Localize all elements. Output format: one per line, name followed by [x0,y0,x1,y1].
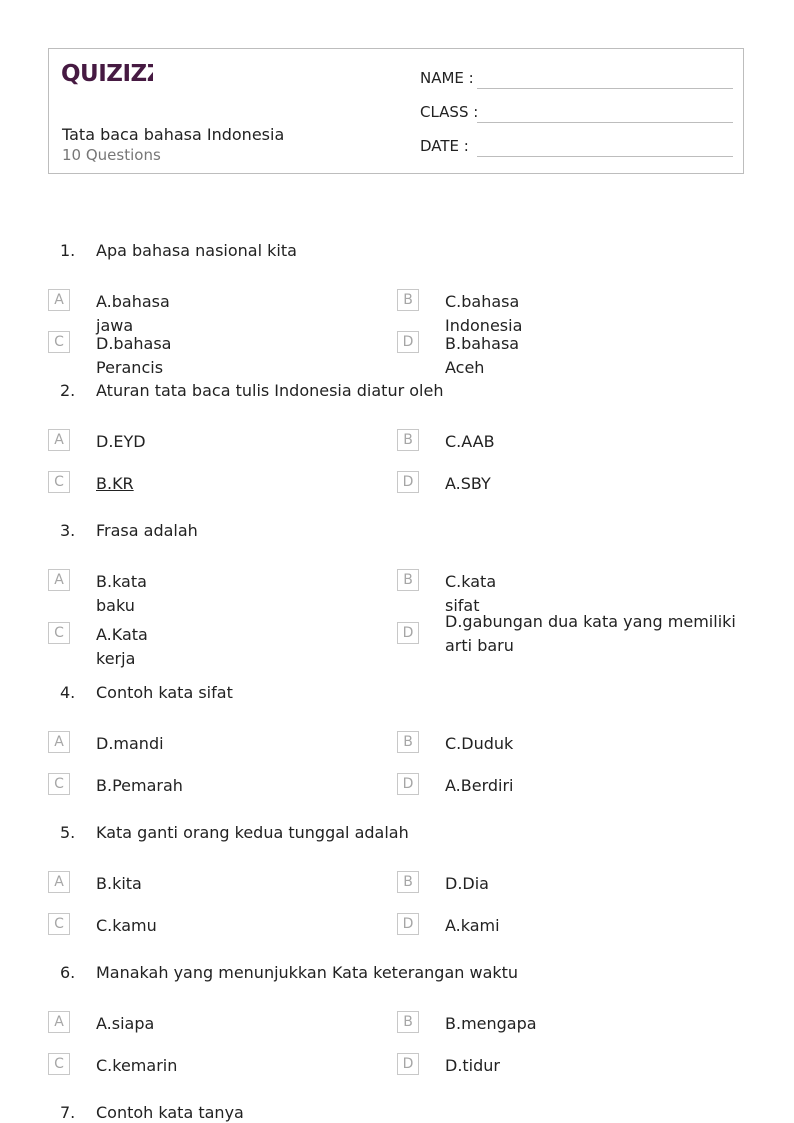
option-text: A.Kata kerja [96,625,148,668]
question-text: Frasa adalah [96,521,198,540]
class-label: CLASS : [420,103,479,121]
date-label: DATE : [420,137,469,155]
question-number: 2. [60,381,76,400]
option-text: C.AAB [445,432,495,451]
option-letter-box: A [48,289,70,311]
option-letter-box: A [48,731,70,753]
option-text: A.siapa [96,1014,155,1033]
option-text: D.Dia [445,874,489,893]
worksheet-title: Tata baca bahasa Indonesia [62,125,285,144]
option-letter-box: C [48,773,70,795]
option-text: D.mandi [96,734,164,753]
option-letter-box: B [397,429,419,451]
option-letter-box: D [397,1053,419,1075]
question-number: 3. [60,521,76,540]
question-count: 10 Questions [62,146,161,164]
question-number: 5. [60,823,76,842]
option-letter-box: A [48,429,70,451]
question-text: Contoh kata sifat [96,683,233,702]
option-text: D.bahasa Perancis [96,334,172,377]
option-text: A.Berdiri [445,776,514,795]
question-number: 4. [60,683,76,702]
date-line[interactable] [477,156,733,157]
option-text: D.gabungan dua kata yang memiliki arti baru [445,612,736,655]
option-letter-box: D [397,913,419,935]
question-text: Contoh kata tanya [96,1103,244,1122]
option-text: B.KR [96,474,134,493]
option-letter-box: C [48,913,70,935]
option-letter-box: B [397,289,419,311]
option-letter-box: C [48,622,70,644]
option-text: B.bahasa Aceh [445,334,520,377]
question-number: 6. [60,963,76,982]
option-letter-box: D [397,773,419,795]
name-label: NAME : [420,69,474,87]
option-letter-box: D [397,331,419,353]
option-text: C.kemarin [96,1056,178,1075]
name-line[interactable] [477,88,733,89]
option-text: C.kamu [96,916,157,935]
svg-text:QUIZIZZ: QUIZIZZ [61,61,153,87]
worksheet-header [48,48,744,174]
question-text: Aturan tata baca tulis Indonesia diatur oleh [96,381,444,400]
question-text: Kata ganti orang kedua tunggal adalah [96,823,409,842]
option-text: C.kata sifat [445,572,497,615]
question-number: 1. [60,241,76,260]
question-number: 7. [60,1103,76,1122]
option-text: D.tidur [445,1056,500,1075]
option-text: B.kita [96,874,142,893]
option-text: D.EYD [96,432,146,451]
option-letter-box: B [397,731,419,753]
option-letter-box: D [397,622,419,644]
option-letter-box: A [48,569,70,591]
option-text: A.kami [445,916,500,935]
question-text: Manakah yang menunjukkan Kata keterangan waktu [96,963,519,982]
option-text: B.kata baku [96,572,147,615]
option-text: B.mengapa [445,1014,537,1033]
option-text: B.Pemarah [96,776,183,795]
question-text: Apa bahasa nasional kita [96,241,297,260]
option-letter-box: C [48,331,70,353]
option-letter-box: A [48,1011,70,1033]
option-letter-box: B [397,1011,419,1033]
option-text: A.bahasa jawa [96,292,170,335]
option-letter-box: C [48,1053,70,1075]
option-letter-box: C [48,471,70,493]
option-text: C.Duduk [445,734,514,753]
option-letter-box: D [397,471,419,493]
option-letter-box: B [397,871,419,893]
quizizz-logo [61,59,153,91]
class-line[interactable] [477,122,733,123]
option-letter-box: B [397,569,419,591]
option-letter-box: A [48,871,70,893]
option-text: C.bahasa Indonesia [445,292,523,335]
option-text: A.SBY [445,474,491,493]
